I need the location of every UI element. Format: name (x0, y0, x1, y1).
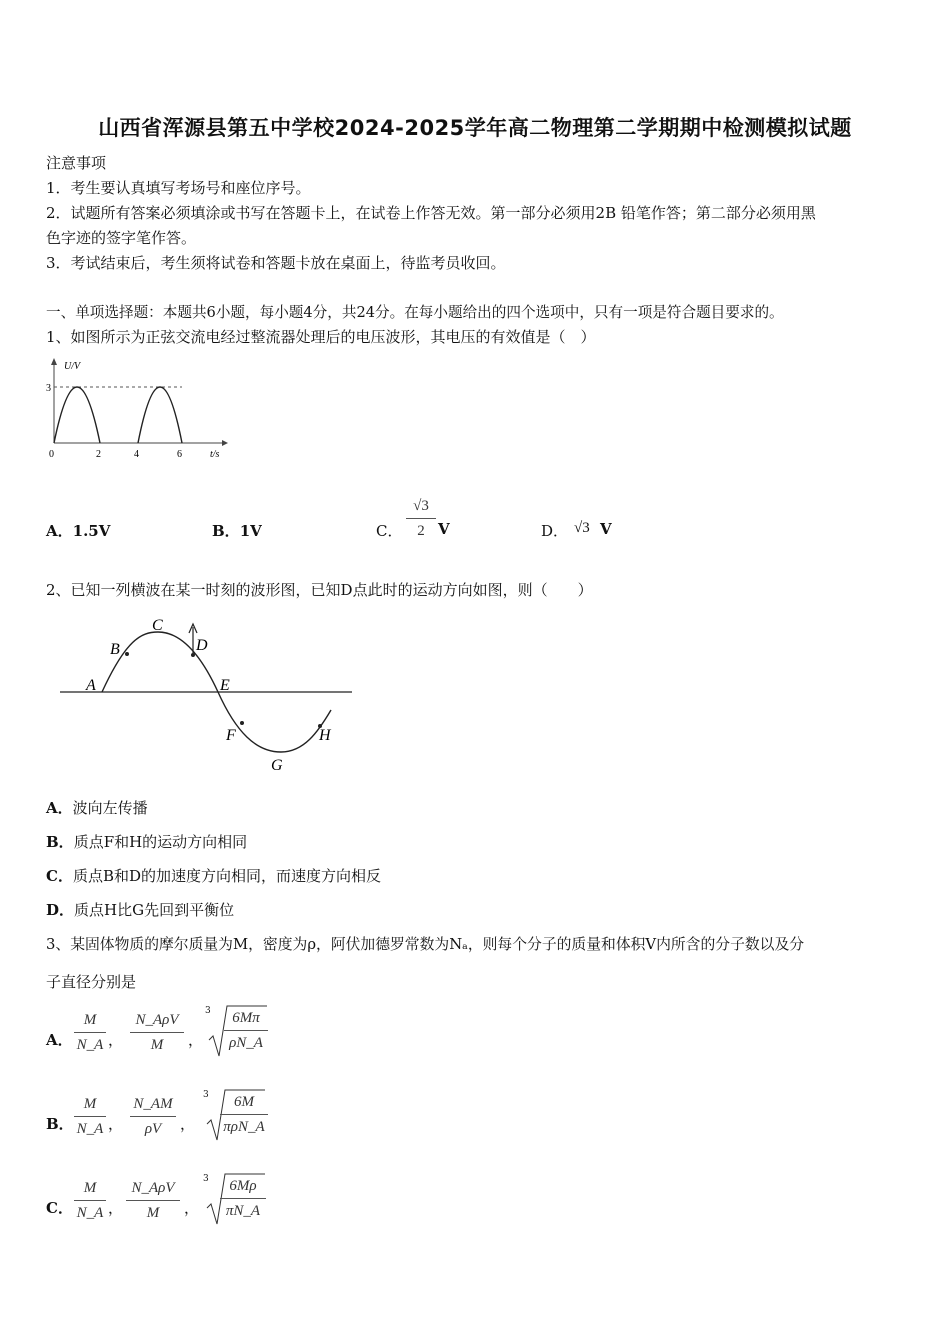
q1-option-c-unit: V (438, 520, 450, 538)
q3-c-root-index: 3 (203, 1174, 209, 1184)
q3-option-a-label[interactable]: A． (46, 1031, 73, 1049)
q1-voltage-graph (40, 355, 240, 465)
notice-item-2: 2．试题所有答案必须填涂或书写在答题卡上，在试卷上作答无效。第一部分必须用2B 铅笔作答；第二部分必须用黑 (46, 204, 816, 222)
q1-stem: 1、如图所示为正弦交流电经过整流器处理后的电压波形，其电压的有效值是（ ） (46, 328, 596, 346)
q3-stem-line2: 子直径分别是 (46, 973, 137, 991)
notice-item-1: 1．考生要认真填写考场号和座位序号。 (46, 179, 311, 197)
q3-stem-line1: 3、某固体物质的摩尔质量为M，密度为ρ，阿伏加德罗常数为Nₐ，则每个分子的质量和体积V内所含的分子数以及分 (46, 936, 805, 953)
q1-option-a[interactable]: A．1.5V (46, 522, 111, 540)
point-h-label: H (319, 727, 331, 744)
point-d-label: D (196, 637, 208, 654)
section-heading: 一、单项选择题：本题共6小题，每小题4分，共24分。在每小题给出的四个选项中，只有一项是符合题目要求的。 (46, 304, 784, 321)
q3-a-molecule-mass: M N_A (74, 1010, 106, 1055)
q3-b-molecule-mass: M N_A (74, 1094, 106, 1139)
separator: ， (188, 1031, 204, 1049)
point-a-label: A (86, 677, 96, 694)
separator: ， (108, 1115, 124, 1133)
peak-label: 3 (46, 383, 51, 394)
q2-stem: 2、已知一列横波在某一时刻的波形图，已知D点此时的运动方向如图，则（ ） (46, 581, 593, 599)
q3-b-root-index: 3 (203, 1090, 209, 1100)
tick-6: 6 (177, 449, 182, 460)
q2-option-b[interactable]: B．质点F和H的运动方向相同 (46, 833, 248, 851)
q3-a-molecule-count: N_AρV M (130, 1010, 184, 1055)
separator: ， (108, 1031, 124, 1049)
notice-item-3: 3．考试结束后，考生须将试卷和答题卡放在桌面上，待监考员收回。 (46, 254, 506, 272)
q1-option-c-label[interactable]: C． (376, 522, 403, 540)
x-axis-label: t/s (210, 449, 220, 460)
q3-option-c-label[interactable]: C． (46, 1199, 73, 1217)
tick-0: 0 (49, 449, 54, 460)
tick-4: 4 (134, 449, 139, 460)
q3-a-root-index: 3 (205, 1006, 211, 1016)
q3-c-molecule-count: N_AρV M (126, 1178, 180, 1223)
point-e-label: E (220, 677, 230, 694)
separator: ， (180, 1115, 196, 1133)
q3-option-b-label[interactable]: B． (46, 1115, 74, 1133)
q2-option-d[interactable]: D．质点H比G先回到平衡位 (46, 901, 235, 919)
q3-b-molecule-count: N_AM ρV (130, 1094, 176, 1139)
separator: ， (184, 1199, 200, 1217)
q1-option-d-value: √3 (574, 520, 590, 536)
half-wave-1 (54, 387, 100, 443)
point-f-label: F (226, 727, 236, 744)
page-title: 山西省浑源县第五中学校2024-2025学年高二物理第二学期期中检测模拟试题 (98, 116, 852, 140)
point-b-label: B (110, 641, 120, 658)
q1-option-d-unit: V (600, 520, 612, 538)
notice-heading: 注意事项 (46, 154, 107, 172)
q1-option-b[interactable]: B．1V (212, 522, 262, 540)
tick-2: 2 (96, 449, 101, 460)
point-c-label: C (152, 617, 163, 634)
q2-option-c[interactable]: C．质点B和D的加速度方向相同，而速度方向相反 (46, 867, 382, 885)
notice-item-2-cont: 色字迹的签字笔作答。 (46, 229, 197, 247)
q1-option-d-label[interactable]: D． (541, 522, 569, 540)
q2-option-a[interactable]: A．波向左传播 (46, 799, 148, 817)
separator: ， (108, 1199, 124, 1217)
half-wave-2 (138, 387, 182, 443)
q3-a-diameter: 6Mπ ρN_A (224, 1008, 268, 1053)
q2-wave-diagram (56, 610, 356, 780)
q1-option-c-fraction: √3 2 (406, 496, 436, 541)
y-axis-label: U/V (64, 361, 81, 372)
q3-b-diameter: 6M πρN_A (220, 1092, 268, 1137)
point-g-label: G (271, 757, 283, 774)
q3-c-molecule-mass: M N_A (74, 1178, 106, 1223)
q3-c-diameter: 6Mρ πN_A (220, 1176, 266, 1221)
